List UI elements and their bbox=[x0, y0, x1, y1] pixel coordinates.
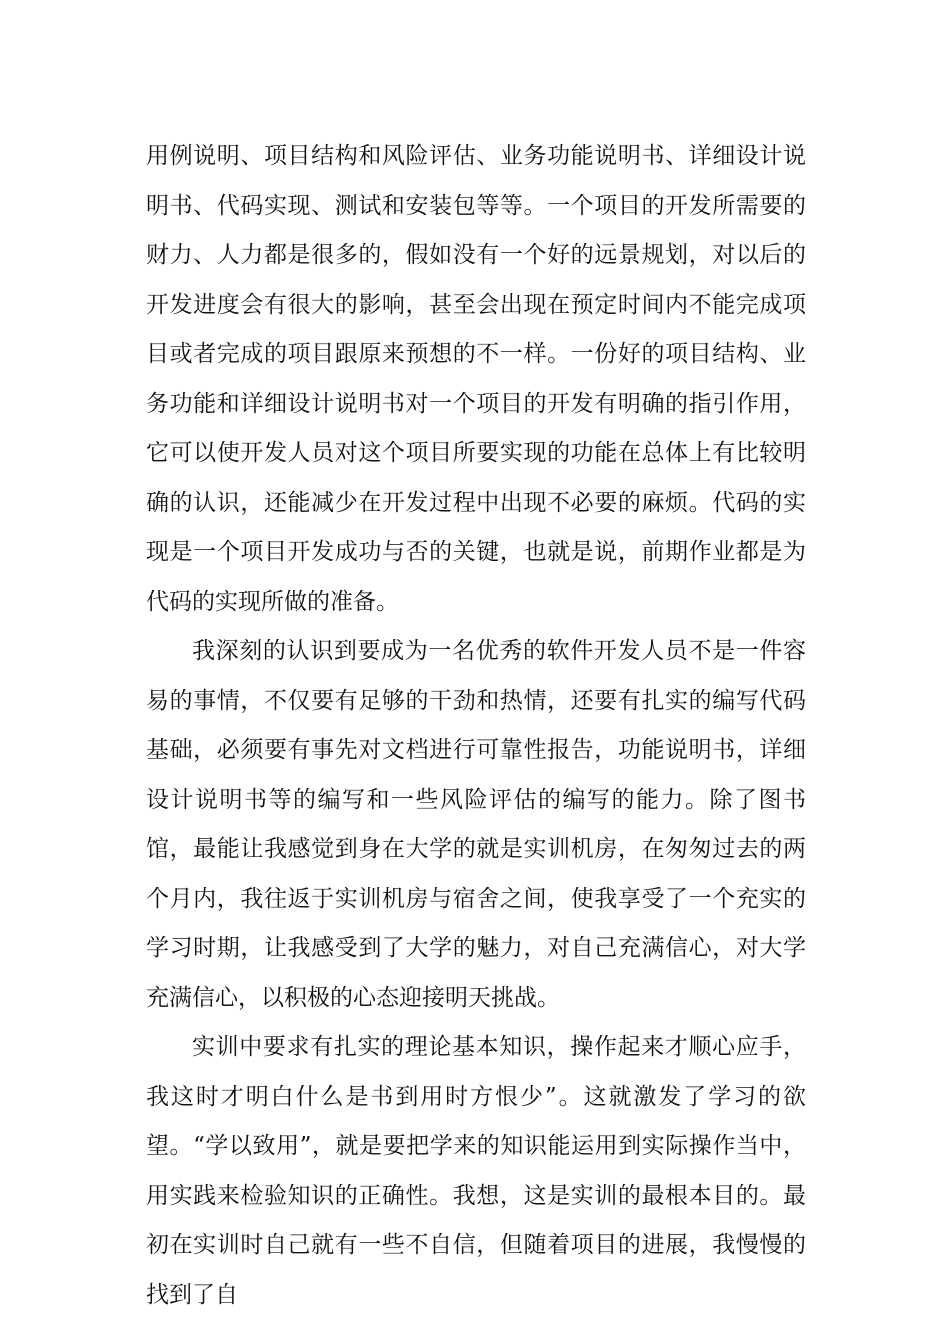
document-page bbox=[146, 132, 806, 1320]
paragraph-continuation: 用例说明、项目结构和风险评估、业务功能说明书、详细设计说明书、代码实现、测试和安装包等等。一个项目的开发所需要的财力、人力都是很多的，假如没有一个好的远景规划，对以后的开发进度会有很大的影响，甚至会出现在预定时间内不能完成项目或者完成的项目跟原来预想的不一样。一份好的项目结构、业务功能和详细设计说明书对一个项目的开发有明确的指引作用，它可以使开发人员对这个项目所要实现的功能在总体上有比较明确的认识，还能减少在开发过程中出现不必要的麻烦。代码的实现是一个项目开发成功与否的关键，也就是说，前期作业都是为代码的实现所做的准备。 bbox=[146, 143, 806, 615]
paragraph-practice: 实训中要求有扎实的理论基本知识，操作起来才顺心应手，我这时才明白什么是书到用时方恨少”。这就激发了学习的欲望。“学以致用”，就是要把学来的知识能运用到实际操作当中，用实践来检验知识的正确性。我想，这是实训的最根本目的。最初在实训时自己就有一些不自信，但随着项目的进展，我慢慢的找到了自 bbox=[146, 1034, 806, 1308]
paragraph-reflection: 我深刻的认识到要成为一名优秀的软件开发人员不是一件容易的事情，不仅要有足够的干劲和热情，还要有扎实的编写代码基础，必须要有事先对文档进行可靠性报告，功能说明书，详细设计说明书等的编写和一些风险评估的编写的能力。除了图书馆，最能让我感觉到身在大学的就是实训机房，在匆匆过去的两个月内，我往返于实训机房与宿舍之间，使我享受了一个充实的学习时期，让我感受到了大学的魅力，对自己充满信心，对大学充满信心，以积极的心态迎接明天挑战。 bbox=[146, 638, 806, 1011]
